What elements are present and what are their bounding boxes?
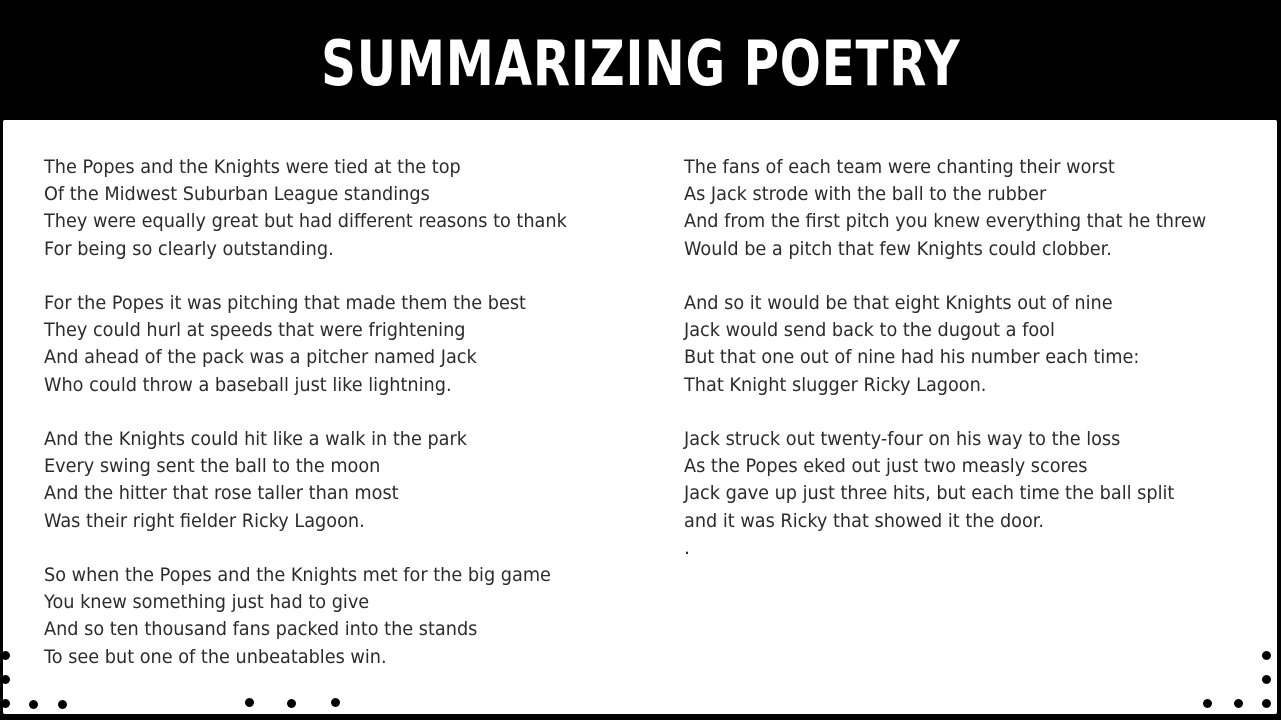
title-banner bbox=[0, 0, 1281, 122]
decor-dot bbox=[245, 698, 254, 707]
poem-line: But that one out of nine had his number each time: bbox=[684, 346, 1140, 369]
poem-line: To see but one of the unbeatables win. bbox=[44, 645, 387, 668]
poem-left-column bbox=[44, 154, 684, 698]
page-title: SUMMARIZING POETRY bbox=[320, 26, 961, 100]
poem-line: Of the Midwest Suburban League standings bbox=[44, 183, 430, 206]
decor-dot bbox=[287, 699, 296, 708]
stanza bbox=[44, 562, 684, 671]
poem-line: Would be a pitch that few Knights could clobber. bbox=[684, 237, 1112, 260]
poem-line: The fans of each team were chanting their worst bbox=[684, 156, 1115, 178]
trailing-mark: . bbox=[684, 536, 691, 559]
poem-line: And from the first pitch you knew everything that he threw bbox=[684, 210, 1207, 233]
poem-line: Was their right fielder Ricky Lagoon. bbox=[44, 509, 365, 532]
poem-line: You knew something just had to give bbox=[44, 591, 370, 614]
poem-line: And the hitter that rose taller than most bbox=[44, 482, 399, 505]
decor-dot bbox=[331, 698, 340, 707]
poem-line: For being so clearly outstanding. bbox=[44, 237, 334, 260]
stanza bbox=[684, 154, 1264, 263]
poem-line: Who could throw a baseball just like lightning. bbox=[44, 373, 452, 396]
poem-line: They were equally great but had different reasons to thank bbox=[44, 210, 567, 233]
poem-line: Jack would send back to the dugout a fool bbox=[684, 319, 1055, 342]
decor-dot bbox=[1262, 699, 1271, 708]
poem-line: They could hurl at speeds that were frightening bbox=[44, 319, 466, 342]
decor-dot bbox=[1262, 675, 1271, 684]
poem-line: Every swing sent the ball to the moon bbox=[44, 455, 381, 478]
stanza bbox=[684, 426, 1264, 535]
decor-dot bbox=[1203, 699, 1212, 708]
poem-line: Jack struck out twenty-four on his way to the loss bbox=[684, 428, 1121, 450]
poem-line: And so ten thousand fans packed into the stands bbox=[44, 618, 478, 641]
poem-page bbox=[3, 120, 1277, 714]
poem-right-column bbox=[684, 154, 1264, 698]
stanza bbox=[44, 154, 684, 263]
poem-line: And the Knights could hit like a walk in the park bbox=[44, 428, 468, 450]
poem-line: and it was Ricky that showed it the door. bbox=[684, 509, 1045, 532]
decor-dot bbox=[1, 675, 10, 684]
poem-line: The Popes and the Knights were tied at the top bbox=[44, 156, 461, 178]
decor-dot bbox=[58, 700, 67, 709]
decor-dot bbox=[1262, 651, 1271, 660]
poem-line: That Knight slugger Ricky Lagoon. bbox=[684, 373, 987, 396]
decor-dot bbox=[29, 700, 38, 709]
stanza bbox=[684, 290, 1264, 399]
poem-line: As the Popes eked out just two measly scores bbox=[684, 455, 1088, 478]
poem-line: So when the Popes and the Knights met for the big game bbox=[44, 564, 551, 586]
poem-columns bbox=[44, 154, 1264, 698]
poem-line: As Jack strode with the ball to the rubber bbox=[684, 183, 1047, 206]
poem-line: For the Popes it was pitching that made them the best bbox=[44, 292, 526, 314]
decor-dot bbox=[1, 651, 10, 660]
stanza bbox=[44, 290, 684, 399]
decor-dot bbox=[1234, 699, 1243, 708]
poem-line: Jack gave up just three hits, but each time the ball split bbox=[684, 482, 1175, 505]
stanza bbox=[44, 426, 684, 535]
poem-line: And so it would be that eight Knights out of nine bbox=[684, 292, 1113, 314]
decor-dot bbox=[1, 699, 10, 708]
poem-line: And ahead of the pack was a pitcher named Jack bbox=[44, 346, 477, 369]
